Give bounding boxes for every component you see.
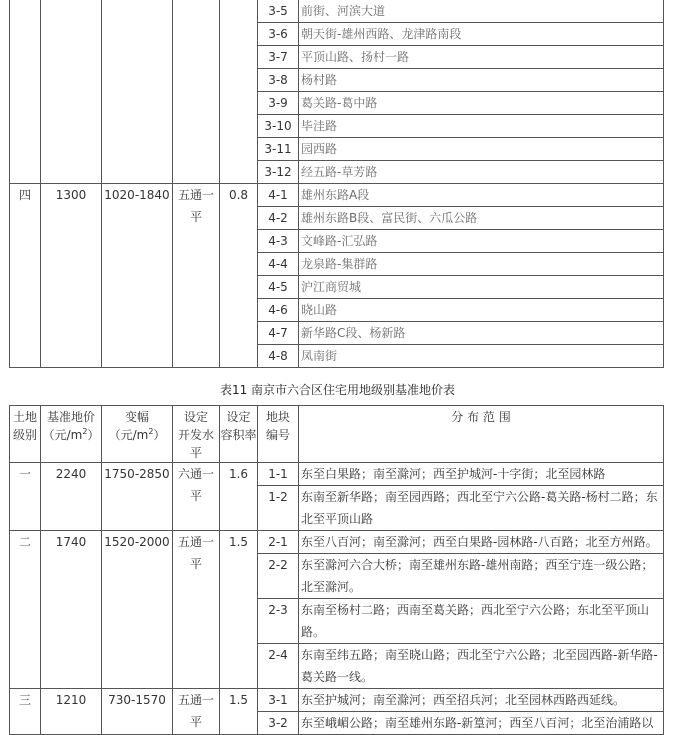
block-code: 2-3 [258,599,299,644]
block-area: 文峰路-汇弘路 [299,230,664,253]
block-area: 东至八百河；南至滁河；西至白果路-园林路-八百路；北至方州路。 [299,531,664,554]
block-area: 凤南街 [299,345,664,368]
block-code: 3-12 [258,161,299,184]
header-far-line1: 设定 [226,410,251,424]
header-range-unit: （元/m [108,428,149,442]
block-area: 东至白果路；南至滁河；西至护城河-十字街；北至园林路 [299,463,664,486]
header-dev-line3: 平 [189,446,202,460]
blank-far-cell [220,0,258,184]
block-area: 朝天街-雄州西路、龙津路南段 [299,23,664,46]
header-base-unit: （元/m [42,428,83,442]
level-cell: 四 [10,184,41,368]
blank-level-cell [10,0,41,184]
dev-level-line2: 平 [189,715,202,729]
block-area: 东南至新华路；南至园西路；西北至宁六公路-葛关路-杨村二路；东北至平顶山路 [299,486,664,531]
table-row [10,689,664,712]
block-area: 东南至杨村二路；西南至葛关路；西北至宁六公路；东北至平顶山路。 [299,599,664,644]
block-area: 园西路 [299,138,664,161]
block-code: 4-3 [258,230,299,253]
block-code: 3-8 [258,69,299,92]
header-dev-line2: 开发水 [177,428,214,442]
header-level [10,406,41,463]
header-base-line1: 基准地价 [46,410,95,424]
header-dev-level [173,406,220,463]
header-far-line2: 容积率 [220,428,257,442]
block-area: 毕洼路 [299,115,664,138]
header-block-code [258,406,299,463]
block-code: 4-7 [258,322,299,345]
header-range-sup: 2 [148,427,154,436]
table-row [10,0,664,23]
block-code: 1-2 [258,486,299,531]
table-header-row [10,406,664,463]
block-code: 3-9 [258,92,299,115]
dev-level-line1: 五通一 [177,188,214,202]
far-cell: 1.5 [220,531,258,689]
block-area: 东南至纬五路；南至晓山路；西北至宁六公路；北至园西路-新华路-葛关路一线。 [299,644,664,689]
block-code: 3-2 [258,712,299,735]
dev-level-line1: 六通一 [177,467,214,481]
price-range-cell: 1520-2000 [102,531,173,689]
level-cell: 二 [10,531,41,689]
table-row [10,463,664,486]
block-area: 晓山路 [299,299,664,322]
header-base-close: ） [87,428,100,442]
block-code: 4-6 [258,299,299,322]
block-code: 4-1 [258,184,299,207]
block-area: 雄州东路B段、富民街、六瓜公路 [299,207,664,230]
blank-dev-cell [173,0,220,184]
block-code: 3-10 [258,115,299,138]
block-code: 4-8 [258,345,299,368]
table-row [10,531,664,554]
far-cell: 1.5 [220,689,258,735]
header-code-line2: 编号 [265,428,290,442]
header-level-line2: 级别 [12,428,37,442]
block-code: 2-1 [258,531,299,554]
block-area: 杨村路 [299,69,664,92]
block-area: 新华路C段、杨新路 [299,322,664,345]
header-code-line1: 地块 [265,410,290,424]
header-dev-line1: 设定 [183,410,208,424]
base-price-cell: 2240 [41,463,102,531]
level-cell: 一 [10,463,41,531]
dev-level-line1: 五通一 [177,693,214,707]
dev-level-line2: 平 [189,210,202,224]
header-range-line1: 变幅 [124,410,149,424]
dev-level-cell [173,689,220,735]
table-row [10,184,664,207]
block-code: 4-5 [258,276,299,299]
price-range-cell: 1750-2850 [102,463,173,531]
header-range-close: ） [153,428,166,442]
block-code: 4-2 [258,207,299,230]
dev-level-line2: 平 [189,489,202,503]
far-cell: 1.6 [220,463,258,531]
block-area: 东至滁河六合大桥；南至雄州东路-雄州南路；西至宁连一级公路；北至滁河。 [299,554,664,599]
block-code: 3-11 [258,138,299,161]
dev-level-cell [173,531,220,689]
block-area: 葛关路-葛中路 [299,92,664,115]
level-cell: 三 [10,689,41,735]
header-range [102,406,173,463]
block-area: 前街、河滨大道 [299,0,664,23]
dev-level-line1: 五通一 [177,535,214,549]
block-code: 3-7 [258,46,299,69]
block-code: 4-4 [258,253,299,276]
block-area: 雄州东路A段 [299,184,664,207]
block-area: 东至峨嵋公路；南至雄州东路-新篁河；西至八百河；北至治浦路以 [299,712,664,735]
block-area: 沪江商贸城 [299,276,664,299]
block-area: 龙泉路-集群路 [299,253,664,276]
block-code: 3-6 [258,23,299,46]
header-far [220,406,258,463]
header-range-line2 [109,428,166,442]
block-code: 2-2 [258,554,299,599]
base-price-cell: 1740 [41,531,102,689]
block-area: 东至护城河；南至滁河；西至招兵河；北至园林西路西延线。 [299,689,664,712]
block-area: 平顶山路、扬村一路 [299,46,664,69]
price-range-cell: 730-1570 [102,689,173,735]
block-code: 1-1 [258,463,299,486]
header-base-line2 [43,428,100,442]
header-area: 分 布 范 围 [299,406,664,463]
dev-level-line2: 平 [189,557,202,571]
dev-level-cell [173,184,220,368]
price-range-cell: 1020-1840 [102,184,173,368]
header-base-sup: 2 [82,427,88,436]
block-code: 3-1 [258,689,299,712]
base-price-cell: 1210 [41,689,102,735]
land-price-table-11 [9,405,664,735]
header-base-price [41,406,102,463]
table-caption: 表11 南京市六合区住宅用地级别基准地价表 [219,383,456,397]
land-price-table-upper [9,0,664,368]
blank-base-cell [41,0,102,184]
dev-level-cell [173,463,220,531]
base-price-cell: 1300 [41,184,102,368]
far-cell: 0.8 [220,184,258,368]
block-area: 经五路-草芳路 [299,161,664,184]
blank-range-cell [102,0,173,184]
block-code: 2-4 [258,644,299,689]
block-code: 3-5 [258,0,299,23]
header-level-line1: 土地 [12,410,37,424]
